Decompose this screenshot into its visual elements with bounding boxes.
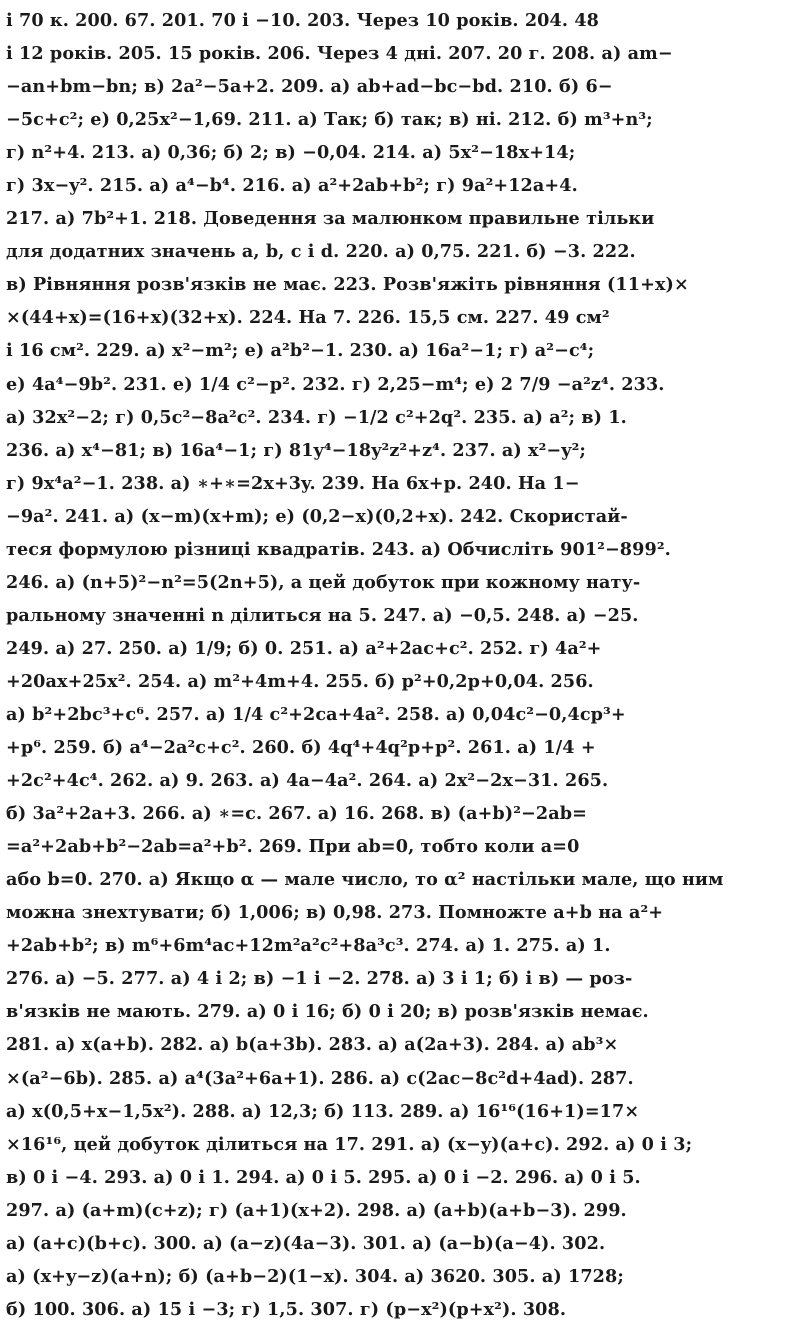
text-line: =a²+2ab+b²−2ab=a²+b². 269. При ab=0, тобто коли a=0	[6, 836, 580, 858]
text-line: +20ax+25x². 254. а) m²+4m+4. 255. б) p²+0,2p+0,04. 256.	[6, 670, 594, 692]
text-line: +2ab+b²; в) m⁶+6m⁴ac+12m²a²c²+8a³c³. 274. а) 1. 275. а) 1.	[6, 935, 611, 957]
text-line: б) 100. 306. а) 15 і −3; г) 1,5. 307. г) (p−x²)(p+x²). 308.	[6, 1298, 567, 1320]
text-line: ×(a²−6b). 285. а) a⁴(3a²+6a+1). 286. а) c(2ac−8c²d+4ad). 287.	[6, 1067, 634, 1089]
text-line: г) n²+4. 213. а) 0,36; б) 2; в) −0,04. 214. а) 5x²−18x+14;	[6, 142, 576, 164]
text-line: а) (a+c)(b+c). 300. а) (a−z)(4a−3). 301. а) (a−b)(a−4). 302.	[6, 1232, 606, 1254]
text-line: е) 4a⁴−9b². 231. е) 1/4 c²−p². 232. г) 2,25−m⁴; е) 2 7/9 −a²z⁴. 233.	[6, 373, 665, 395]
text-line: для додатних значень a, b, c і d. 220. а) 0,75. 221. б) −3. 222.	[6, 241, 636, 263]
text-line: г) 3x−y². 215. а) a⁴−b⁴. 216. а) a²+2ab+b²; г) 9a²+12a+4.	[6, 175, 578, 197]
text-line: і 16 см². 229. а) x²−m²; е) a²b²−1. 230. а) 16a²−1; г) a²−c⁴;	[6, 340, 595, 362]
text-line: або b=0. 270. а) Якщо α — мале число, то α² настільки мале, що ним	[6, 869, 724, 891]
text-line: ральному значенні n ділиться на 5. 247. а) −0,5. 248. а) −25.	[6, 604, 639, 626]
text-line: а) x(0,5+x−1,5x²). 288. а) 12,3; б) 113. 289. а) 16¹⁶(16+1)=17×	[6, 1100, 640, 1122]
text-line: теся формулою різниці квадратів. 243. а) Обчисліть 901²−899².	[6, 538, 671, 560]
text-line: −an+bm−bn; в) 2a²−5a+2. 209. а) ab+ad−bc−bd. 210. б) 6−	[6, 76, 613, 98]
text-line: б) 3a²+2a+3. 266. а) ∗=c. 267. а) 16. 268. в) (a+b)²−2ab=	[6, 803, 587, 825]
text-line: −9a². 241. а) (x−m)(x+m); е) (0,2−x)(0,2+x). 242. Скористай-	[6, 505, 628, 527]
text-line: ×16¹⁶, цей добуток ділиться на 17. 291. а) (x−y)(a+c). 292. а) 0 і 3;	[6, 1133, 693, 1155]
text-line: в) Рівняння розв'язків не має. 223. Розв'яжіть рівняння (11+x)×	[6, 274, 689, 296]
text-line: +2c²+4c⁴. 262. а) 9. 263. а) 4a−4a². 264. а) 2x²−2x−31. 265.	[6, 770, 609, 792]
text-line: а) 32x²−2; г) 0,5c²−8a²c². 234. г) −1/2 c²+2q². 235. а) a²; в) 1.	[6, 406, 627, 428]
text-line: 281. а) x(a+b). 282. а) b(a+3b). 283. а) a(2a+3). 284. а) ab³×	[6, 1034, 619, 1056]
text-line: і 12 років. 205. 15 років. 206. Через 4 дні. 207. 20 г. 208. а) am−	[6, 43, 673, 65]
text-line: в'язків не мають. 279. а) 0 і 16; б) 0 і 20; в) розв'язків немає.	[6, 1001, 649, 1023]
text-line: +p⁶. 259. б) a⁴−2a²c+c². 260. б) 4q⁴+4q²p+p². 261. а) 1/4 +	[6, 737, 596, 759]
text-line: а) b²+2bc³+c⁶. 257. а) 1/4 c²+2ca+4a². 258. а) 0,04c²−0,4cp³+	[6, 703, 626, 725]
text-line: 276. а) −5. 277. а) 4 і 2; в) −1 і −2. 278. а) 3 і 1; б) і в) — роз-	[6, 968, 633, 990]
text-line: а) (x+y−z)(a+n); б) (a+b−2)(1−x). 304. а) 3620. 305. а) 1728;	[6, 1265, 624, 1287]
text-line: ×(44+x)=(16+x)(32+x). 224. На 7. 226. 15,5 см. 227. 49 см²	[6, 307, 610, 329]
text-line: −5c+c²; е) 0,25x²−1,69. 211. а) Так; б) так; в) ні. 212. б) m³+n³;	[6, 109, 653, 131]
text-line: 249. а) 27. 250. а) 1/9; б) 0. 251. а) a²+2ac+c². 252. г) 4a²+	[6, 637, 602, 659]
text-line: г) 9x⁴a²−1. 238. а) ∗+∗=2x+3y. 239. На 6x+p. 240. На 1−	[6, 472, 580, 494]
text-line: 236. а) x⁴−81; в) 16a⁴−1; г) 81y⁴−18y²z²+z⁴. 237. а) x²−y²;	[6, 439, 586, 461]
text-line: 217. а) 7b²+1. 218. Доведення за малюнком правильне тільки	[6, 208, 655, 230]
text-line: 297. а) (a+m)(c+z); г) (a+1)(x+2). 298. а) (a+b)(a+b−3). 299.	[6, 1199, 627, 1221]
text-line: і 70 к. 200. 67. 201. 70 і −10. 203. Через 10 років. 204. 48	[6, 10, 600, 31]
text-line: 246. а) (n+5)²−n²=5(2n+5), а цей добуток при кожному нату-	[6, 571, 641, 593]
text-line: в) 0 і −4. 293. а) 0 і 1. 294. а) 0 і 5. 295. а) 0 і −2. 296. а) 0 і 5.	[6, 1166, 641, 1188]
text-line: можна знехтувати; б) 1,006; в) 0,98. 273. Помножте a+b на a²+	[6, 902, 664, 924]
